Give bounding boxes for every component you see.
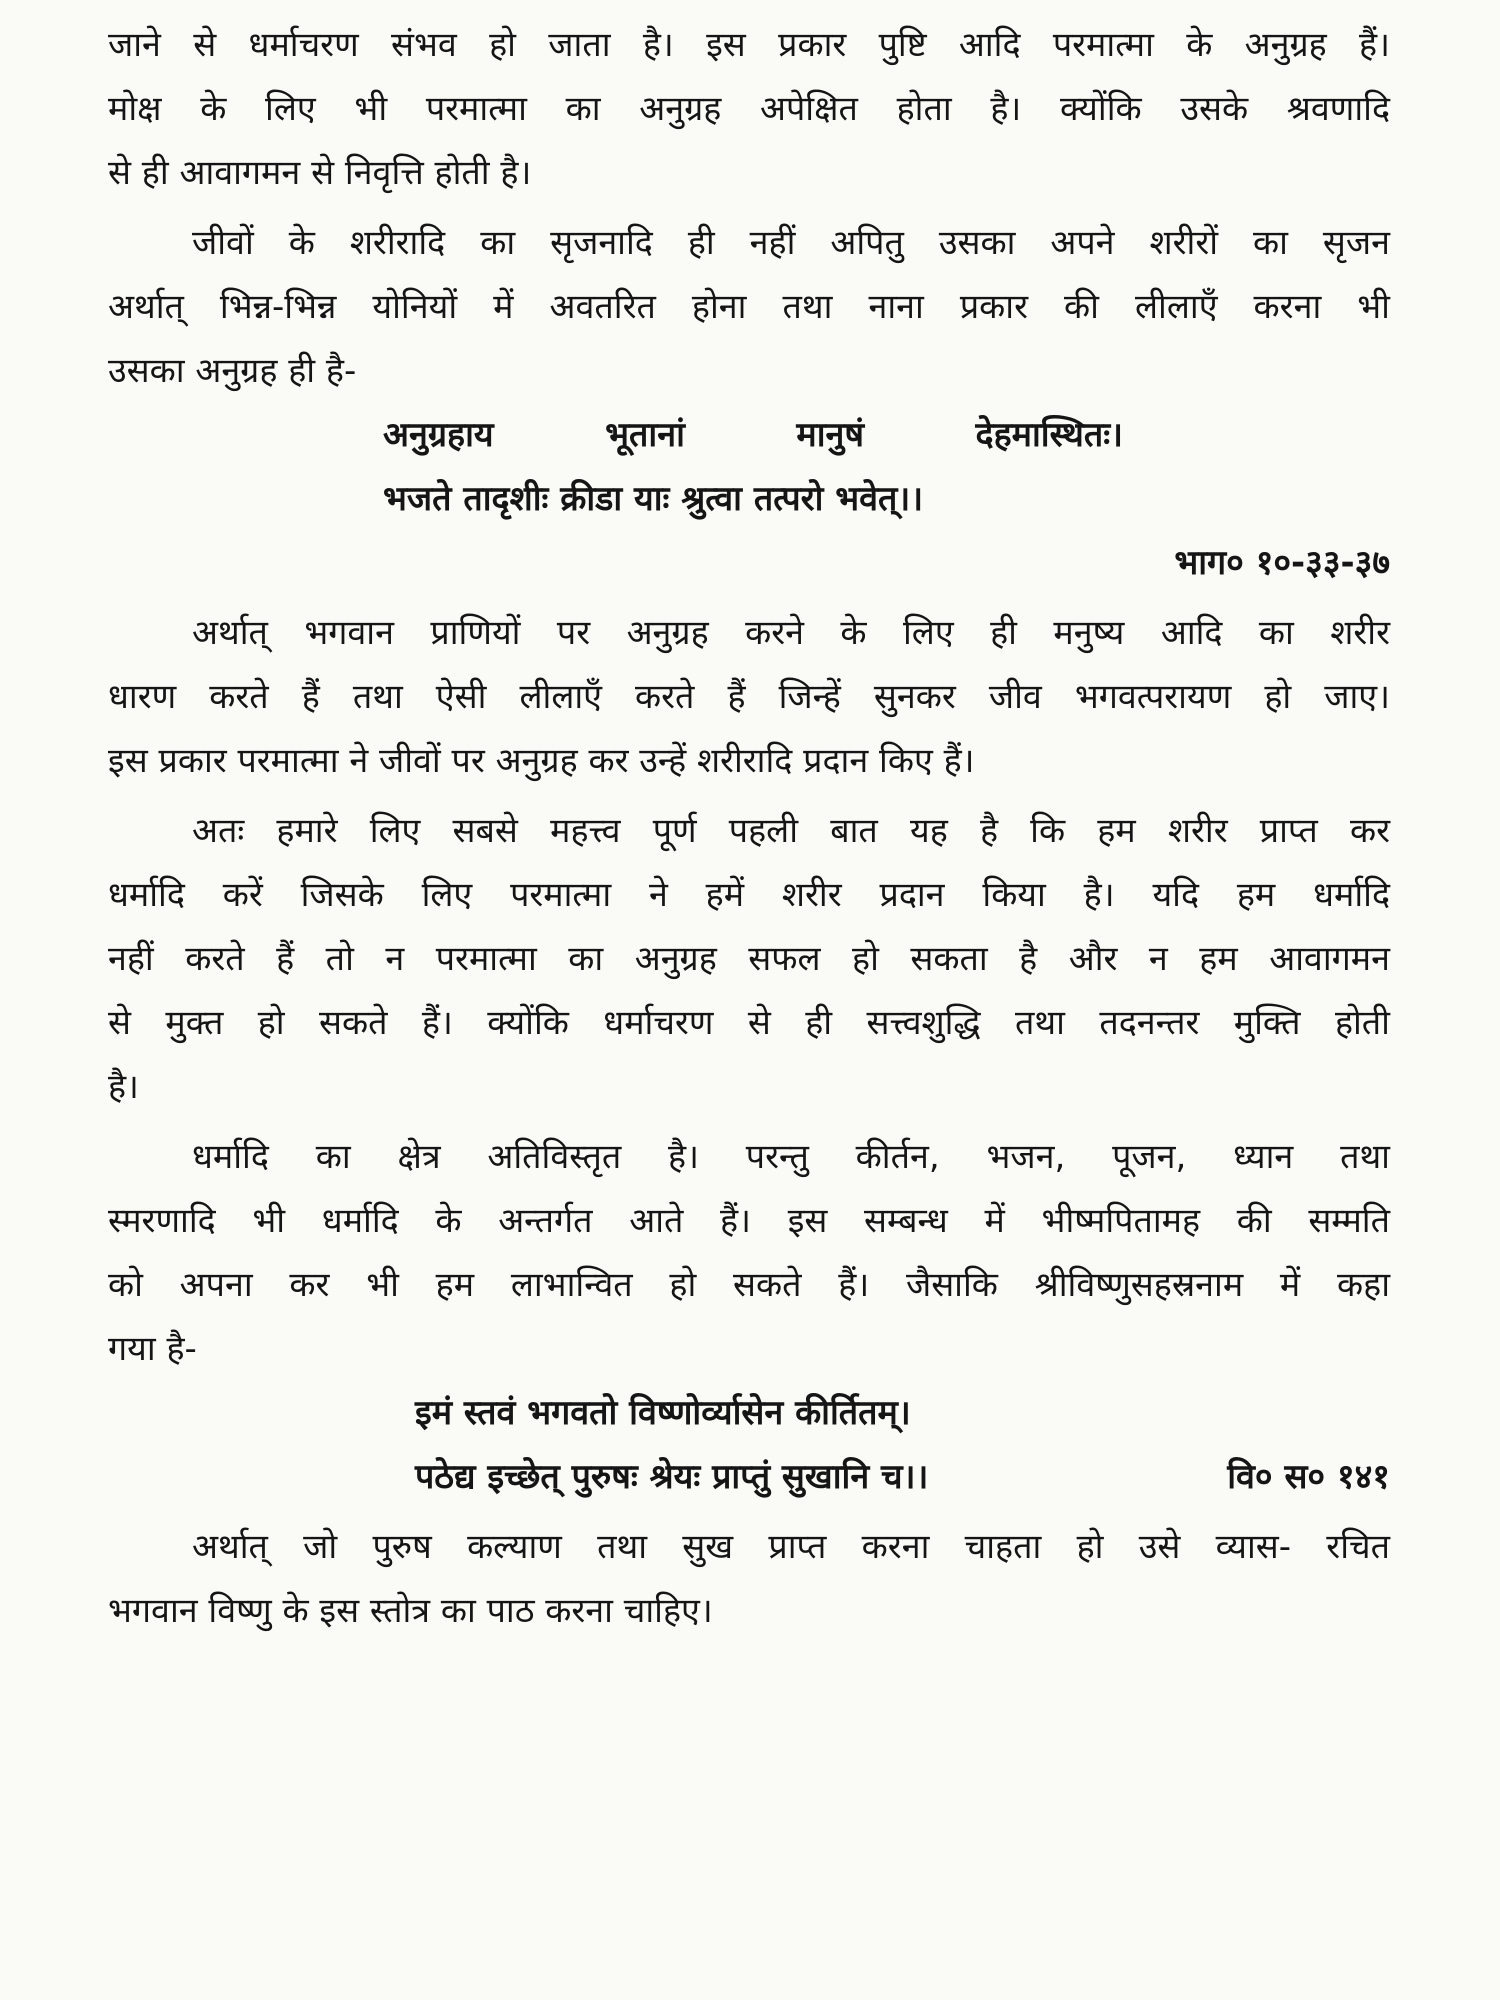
text-line: से ही आवागमन से निवृत्ति होती है। [108, 153, 532, 193]
verse-line: भजते तादृशीः क्रीडा याः श्रुत्वा तत्परो भवेत्।। [383, 479, 924, 519]
verse-line: अनुग्रहाय भूतानां मानुषं देहमास्थितः। [383, 415, 1123, 455]
text-line: अर्थात् जो पुरुष कल्याण तथा सुख प्राप्त करना चाहता हो उसे व्यास- रचित [192, 1527, 1390, 1567]
text-line: अतः हमारे लिए सबसे महत्त्व पूर्ण पहली बात यह है कि हम शरीर प्राप्त कर [192, 811, 1390, 851]
text-line: अर्थात् भगवान प्राणियों पर अनुग्रह करने के लिए ही मनुष्य आदि का शरीर [192, 613, 1390, 653]
text-line: धर्मादि का क्षेत्र अतिविस्तृत है। परन्तु कीर्तन, भजन, पूजन, ध्यान तथा [192, 1137, 1390, 1177]
verse-block-bhagavata [108, 403, 1390, 595]
paragraph-1 [108, 13, 1390, 205]
text-line: है। [108, 1067, 139, 1107]
text-line: धर्मादि करें जिसके लिए परमात्मा ने हमें शरीर प्रदान किया है। यदि हम धर्मादि [108, 875, 1390, 915]
paragraph-3 [108, 601, 1390, 793]
text-line: जीवों के शरीरादि का सृजनादि ही नहीं अपितु उसका अपने शरीरों का सृजन [192, 223, 1390, 263]
verse-citation: भाग० १०-३३-३७ [1174, 543, 1390, 583]
page-text-body [108, 13, 1390, 1643]
verse-citation: वि० स० १४१ [1227, 1457, 1390, 1497]
text-line: से मुक्त हो सकते हैं। क्योंकि धर्माचरण से ही सत्त्वशुद्धि तथा तदनन्तर मुक्ति होती [108, 1003, 1390, 1043]
text-line: जाने से धर्माचरण संभव हो जाता है। इस प्रकार पुष्टि आदि परमात्मा के अनुग्रह हैं। [108, 25, 1390, 65]
text-line: गया है- [108, 1329, 197, 1369]
verse-block-vishnu-sahasranama [108, 1381, 1390, 1509]
paragraph-5 [108, 1125, 1390, 1381]
paragraph-6 [108, 1515, 1390, 1643]
text-line: अर्थात् भिन्न-भिन्न योनियों में अवतरित होना तथा नाना प्रकार की लीलाएँ करना भी [108, 287, 1390, 327]
text-line: स्मरणादि भी धर्मादि के अन्तर्गत आते हैं। इस सम्बन्ध में भीष्मपितामह की सम्मति [108, 1201, 1390, 1241]
text-line: उसका अनुग्रह ही है- [108, 351, 357, 391]
verse-line: इमं स्तवं भगवतो विष्णोर्व्यासेन कीर्तितम्। [415, 1393, 911, 1433]
paragraph-4 [108, 799, 1390, 1119]
verse-line: पठेद्य इच्छेत् पुरुषः श्रेयः प्राप्तुं सुखानि च।। [415, 1457, 929, 1497]
text-line: को अपना कर भी हम लाभान्वित हो सकते हैं। जैसाकि श्रीविष्णुसहस्रनाम में कहा [108, 1265, 1390, 1305]
text-line: भगवान विष्णु के इस स्तोत्र का पाठ करना चाहिए। [108, 1591, 713, 1631]
verse-line-with-citation [415, 1445, 1390, 1509]
paragraph-2 [108, 211, 1390, 403]
text-line: इस प्रकार परमात्मा ने जीवों पर अनुग्रह कर उन्हें शरीरादि प्रदान किए हैं। [108, 741, 975, 781]
text-line: धारण करते हैं तथा ऐसी लीलाएँ करते हैं जिन्हें सुनकर जीव भगवत्परायण हो जाए। [108, 677, 1390, 717]
text-line: नहीं करते हैं तो न परमात्मा का अनुग्रह सफल हो सकता है और न हम आवागमन [108, 939, 1390, 979]
text-line: मोक्ष के लिए भी परमात्मा का अनुग्रह अपेक्षित होता है। क्योंकि उसके श्रवणादि [108, 89, 1390, 129]
